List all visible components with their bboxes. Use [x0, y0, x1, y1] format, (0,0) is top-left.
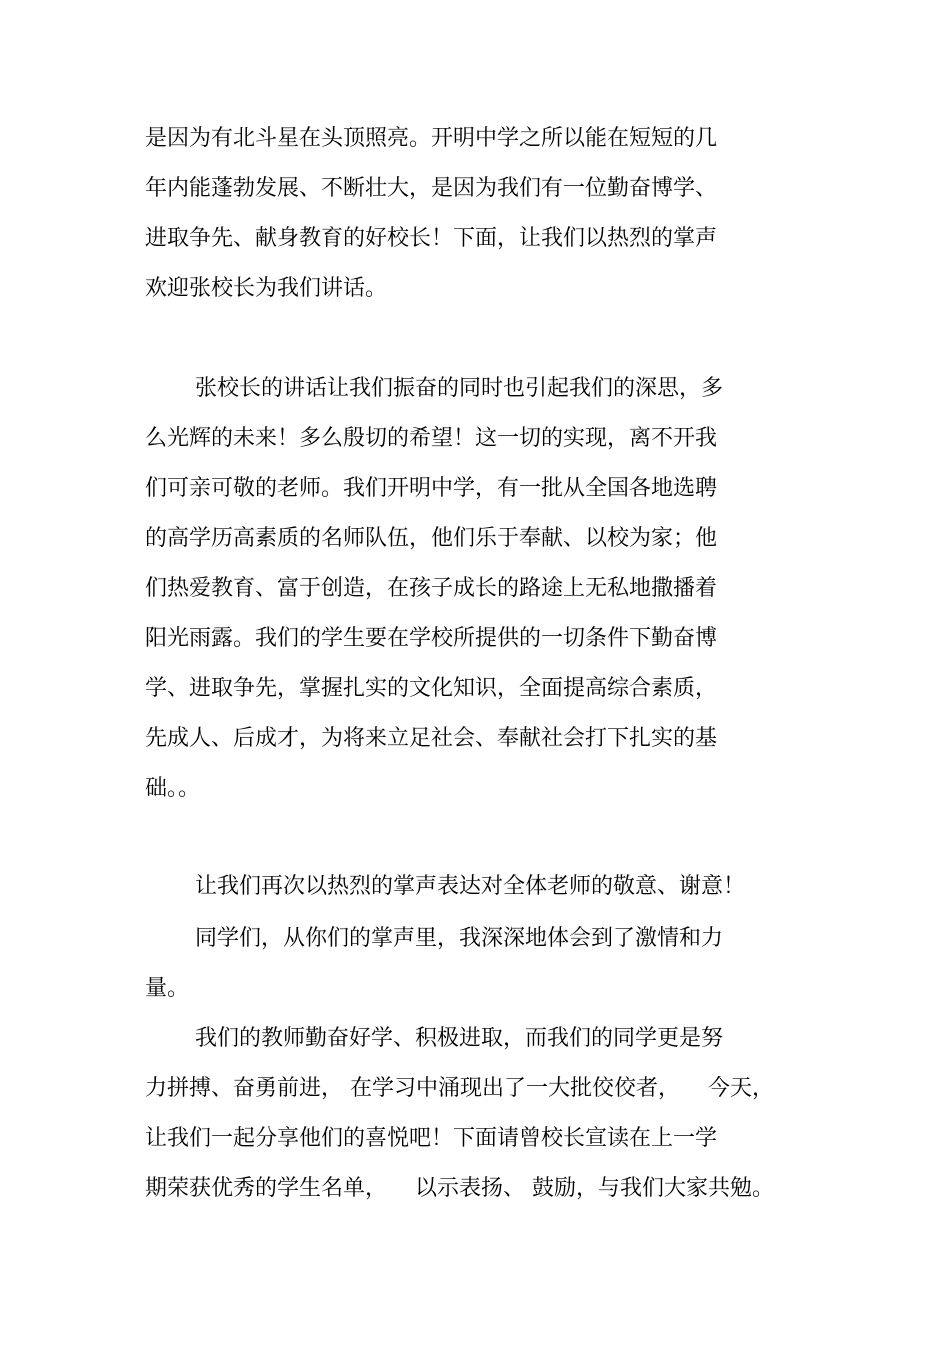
text-line: 让我们再次以热烈的掌声表达对全体老师的敬意、谢意！ [195, 874, 746, 899]
text-line: 进取争先、献身教育的好校长！下面，让我们以热烈的掌声 [145, 226, 718, 251]
text-line: 的高学历高素质的名师队伍，他们乐于奉献、以校为家；他 [145, 526, 718, 551]
text-line: 先成人、后成才，为将来立足社会、奉献社会打下扎实的基 [145, 726, 718, 751]
text-line: 我们的教师勤奋好学、积极进取，而我们的同学更是努 [195, 1026, 724, 1051]
text-line: 让我们一起分享他们的喜悦吧！下面请曾校长宣读在上一学 [145, 1126, 718, 1151]
text-line: 期荣获优秀的学生名单， 以示表扬、 鼓励，与我们大家共勉。 [145, 1176, 774, 1201]
text-line: 欢迎张校长为我们讲话。 [145, 276, 388, 301]
text-line: 量。 [145, 976, 190, 1001]
text-line: 阳光雨露。我们的学生要在学校所提供的一切条件下勤奋博 [145, 626, 718, 651]
text-line: 学、进取争先，掌握扎实的文化知识，全面提高综合素质， [145, 676, 718, 701]
text-line: 张校长的讲话让我们振奋的同时也引起我们的深思，多 [195, 376, 724, 401]
text-line: 力拼搏、奋勇前进， 在学习中涌现出了一大批佼佼者， 今天， [145, 1076, 774, 1101]
text-line: 们热爱教育、富于创造，在孩子成长的路途上无私地撒播着 [145, 576, 718, 601]
text-line: 同学们，从你们的掌声里，我深深地体会到了激情和力 [195, 926, 724, 951]
text-line: 是因为有北斗星在头顶照亮。开明中学之所以能在短短的几 [145, 126, 718, 151]
text-line: 年内能蓬勃发展、不断壮大，是因为我们有一位勤奋博学、 [145, 176, 718, 201]
text-line: 们可亲可敬的老师。我们开明中学，有一批从全国各地选聘 [145, 476, 718, 501]
text-line: 础。。 [145, 776, 201, 801]
text-line: 么光辉的未来！多么殷切的希望！这一切的实现，离不开我 [145, 426, 718, 451]
